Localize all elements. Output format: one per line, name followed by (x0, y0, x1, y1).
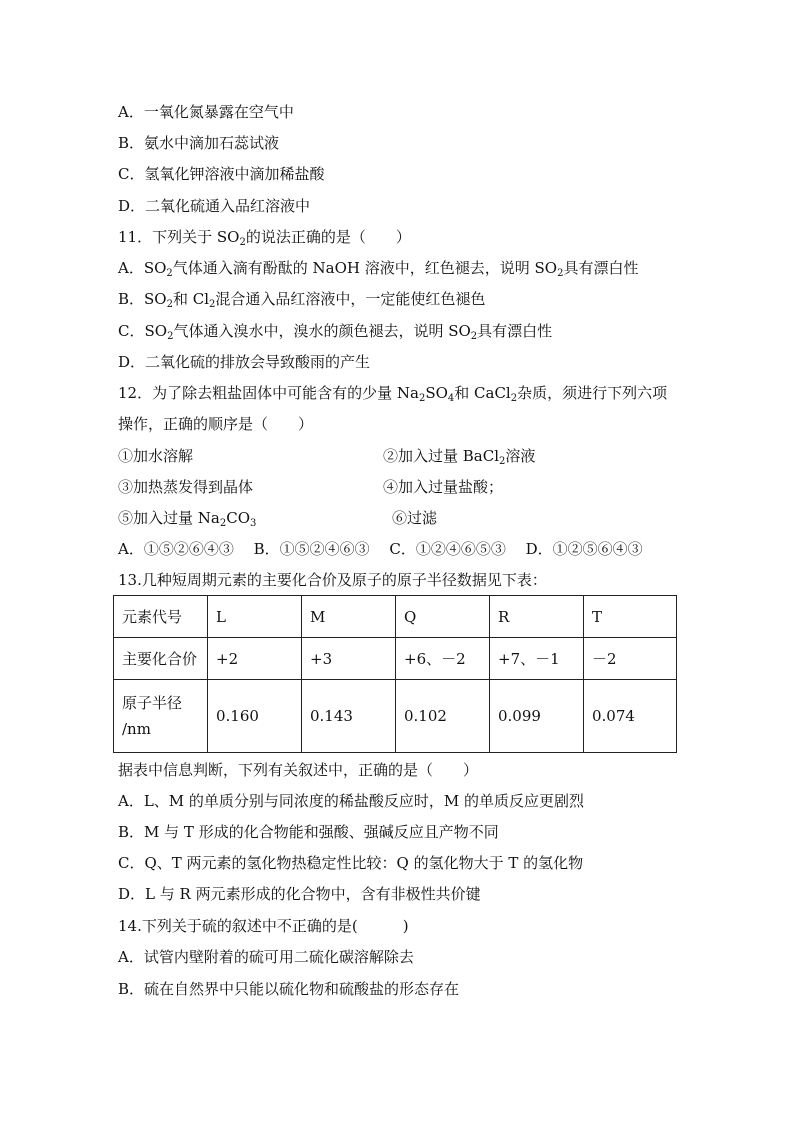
q13-option-b: B．M 与 T 形成的化合物能和强酸、强碱反应且产物不同 (118, 823, 499, 841)
radius-cell: 0.143 (302, 680, 396, 753)
q11-option-b: B．$SO_2$和 $Cl_2$混合通入品红溶液中，一定能使红色褪色 (118, 290, 486, 310)
table-row (114, 680, 677, 753)
element-symbol: L (208, 596, 302, 638)
q14-stem: 14.下列关于硫的叙述中不正确的是( ) (118, 917, 409, 935)
q12-stem: 12．为了除去粗盐固体中可能含有的少量 $Na_2SO_4$和 CaCl$_2$杂质，须进行下列六项 (118, 384, 668, 404)
radius-cell: 0.074 (584, 680, 677, 753)
q12-op6: ⑥过滤 (392, 509, 438, 527)
q12-options: A．①⑤②⑥④③ B．①⑤②④⑥③ C．①②④⑥⑤③ D．①②⑤⑥④③ (118, 540, 643, 558)
q13-option-d: D．L 与 R 两元素形成的化合物中，含有非极性共价键 (118, 885, 481, 903)
q10-option-c: C．氢氧化钾溶液中滴加稀盐酸 (118, 165, 325, 183)
table-row (114, 596, 677, 638)
q11-option-a: A．$SO_2$气体通入滴有酚酞的 NaOH 溶液中，红色褪去，说明 $SO_2$具有漂白性 (118, 259, 639, 279)
valence-cell: +2 (208, 638, 302, 680)
q10-option-a: A．一氧化氮暴露在空气中 (118, 103, 294, 121)
radius-cell: 0.102 (396, 680, 490, 753)
q13-option-c: C．Q、T 两元素的氢化物热稳定性比较：Q 的氢化物大于 T 的氢化物 (118, 854, 584, 872)
radius-cell: 0.160 (208, 680, 302, 753)
q12-op1: ①加水溶解 (118, 447, 194, 465)
row-label-symbol: 元素代号 (114, 596, 208, 638)
valence-cell: +3 (302, 638, 396, 680)
q11-option-d: D．二氧化硫的排放会导致酸雨的产生 (118, 353, 371, 371)
q12-op3: ③加热蒸发得到晶体 (118, 478, 254, 496)
element-symbol: M (302, 596, 396, 638)
valence-cell: －2 (584, 638, 677, 680)
q14-option-a: A．试管内壁附着的硫可用二硫化碳溶解除去 (118, 948, 414, 966)
q12-stem-line2: 操作，正确的顺序是（ ） (118, 415, 314, 433)
q13-after-table: 据表中信息判断，下列有关叙述中，正确的是（ ） (118, 761, 479, 779)
row-label-radius: 原子半径 /nm (114, 680, 208, 753)
row-label-valence: 主要化合价 (114, 638, 208, 680)
q12-op2: ②加入过量 BaCl$_2$溶液 (383, 447, 536, 467)
table-row (114, 638, 677, 680)
element-data-table (113, 595, 677, 753)
q14-option-b: B．硫在自然界中只能以硫化物和硫酸盐的形态存在 (118, 980, 460, 998)
valence-cell: +6、－2 (396, 638, 490, 680)
element-symbol: Q (396, 596, 490, 638)
radius-cell: 0.099 (490, 680, 584, 753)
q13-option-a: A．L、M 的单质分别与同浓度的稀盐酸反应时，M 的单质反应更剧烈 (118, 792, 585, 810)
q12-op4: ④加入过量盐酸； (383, 478, 504, 496)
q11-stem: 11．下列关于 $SO_2$的说法正确的是（ ） (118, 228, 411, 248)
element-symbol: T (584, 596, 677, 638)
q13-stem: 13.几种短周期元素的主要化合价及原子的原子半径数据见下表： (118, 571, 547, 589)
q11-option-c: C．$SO_2$气体通入溴水中，溴水的颜色褪去，说明 $SO_2$具有漂白性 (118, 322, 553, 342)
q10-option-d: D．二氧化硫通入品红溶液中 (118, 197, 311, 215)
q12-op5: ⑤加入过量 $Na_2CO_3$ (118, 509, 257, 529)
valence-cell: +7、－1 (490, 638, 584, 680)
element-symbol: R (490, 596, 584, 638)
q10-option-b: B．氨水中滴加石蕊试液 (118, 134, 280, 152)
